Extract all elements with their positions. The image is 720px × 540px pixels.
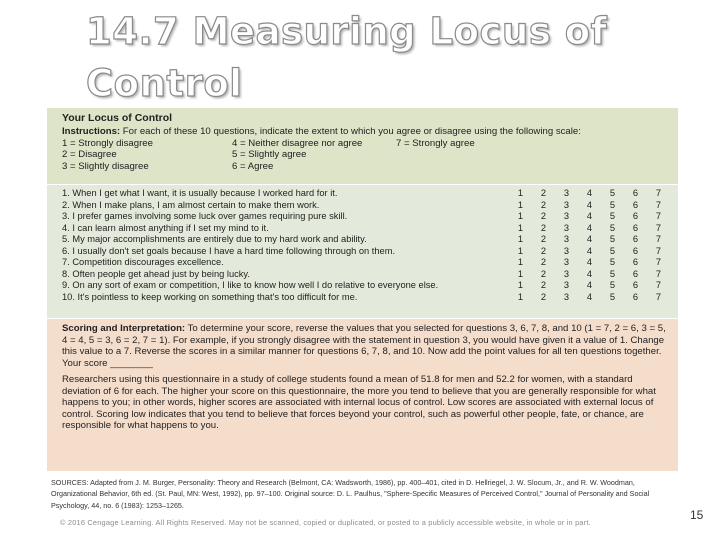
rating-option: 4: [586, 211, 593, 221]
instructions-label: Instructions:: [62, 126, 121, 137]
rating-option: 5: [609, 222, 616, 233]
rating-option: 1: [517, 268, 524, 279]
item-statement: 3. I prefer games involving some luck over games requiring pure skill.: [62, 211, 348, 221]
questionnaire-item: [62, 280, 670, 292]
questionnaire-item: [62, 188, 670, 200]
rating-option: 5: [609, 234, 616, 244]
rating-option: 2: [540, 234, 547, 244]
rating-option: 4: [586, 199, 593, 210]
rating-option: 3: [563, 211, 570, 221]
scale-legend-entry: 4 = Neither disagree nor agree: [232, 137, 363, 149]
questionnaire-items: [47, 184, 678, 319]
item-statement: 10. It's pointless to keep working on something that's too difficult for me.: [62, 291, 358, 302]
rating-option: 2: [540, 199, 547, 210]
scale-legend-entry: 5 = Slightly agree: [232, 149, 307, 160]
scale-legend-entry: 6 = Agree: [232, 160, 274, 172]
rating-option: 2: [540, 222, 547, 233]
rating-option: 6: [632, 199, 639, 210]
rating-option: 7: [655, 188, 662, 198]
rating-option: 2: [540, 188, 547, 198]
questionnaire-item: [62, 234, 670, 246]
rating-option: 3: [563, 280, 570, 290]
rating-option: 1: [517, 257, 524, 267]
rating-option: 7: [655, 234, 662, 244]
rating-scale: [509, 188, 670, 200]
rating-option: 1: [517, 211, 524, 221]
rating-scale: [509, 257, 670, 269]
questionnaire-item: [62, 257, 670, 269]
rating-scale: [509, 269, 670, 281]
instructions-text: For each of these 10 questions, indicate the extent to which you agree or disagree using the following scale:: [120, 126, 581, 137]
rating-scale: [509, 246, 670, 258]
rating-option: 7: [655, 222, 662, 233]
scoring-section: [47, 319, 678, 471]
rating-scale: [509, 200, 670, 212]
rating-option: 5: [609, 245, 616, 256]
scale-legend-entry: 3 = Slightly disagree: [62, 160, 149, 172]
rating-option: 7: [655, 280, 662, 290]
rating-option: 3: [563, 199, 570, 210]
rating-option: 3: [563, 245, 570, 256]
scoring-instructions: [62, 323, 670, 358]
sources-citation: SOURCES: Adapted from J. M. Burger, Personality: Theory and Research (Belmont, CA: Wadsworth, 1986), pp. 400–401, cited in D. Hellriegel, J. W. Slocum, Jr., and R. W. Woodman, Organizational Behavior, 6th ed. (St. Paul, MN: West, 1992), pp. 97–100. Original source: D. L. Paulhus, "Sphere-Specific Measures of Perceived Control," Journal of Personality and Social Psychology, 44, no. 6 (1983): 1253–1265.: [51, 478, 650, 510]
rating-option: 3: [563, 291, 570, 302]
rating-option: 1: [517, 280, 524, 290]
rating-option: 7: [655, 199, 662, 210]
rating-option: 6: [632, 280, 639, 290]
questionnaire-item: [62, 269, 670, 281]
rating-scale: [509, 292, 670, 304]
rating-option: 7: [655, 268, 662, 279]
rating-option: 4: [586, 188, 593, 198]
rating-option: 6: [632, 222, 639, 233]
rating-option: 6: [632, 245, 639, 256]
rating-option: 2: [540, 291, 547, 302]
rating-option: 3: [563, 257, 570, 267]
rating-option: 6: [632, 234, 639, 244]
page-number: 15: [690, 508, 704, 522]
rating-option: 3: [563, 222, 570, 233]
rating-option: 7: [655, 211, 662, 221]
rating-scale: [509, 234, 670, 246]
scale-legend-entry: 7 = Strongly agree: [396, 137, 475, 149]
rating-option: 5: [609, 188, 616, 198]
item-statement: 6. I usually don't set goals because I have a hard time following through on them.: [62, 245, 396, 256]
rating-option: 1: [517, 222, 524, 233]
questionnaire-item: [62, 223, 670, 235]
scale-legend-entry: [396, 161, 516, 173]
item-statement: 5. My major accomplishments are entirely due to my hard work and ability.: [62, 234, 367, 244]
rating-option: 3: [563, 188, 570, 198]
item-statement: 1. When I get what I want, it is usually because I worked hard for it.: [62, 188, 338, 198]
scale-legend: [62, 138, 670, 173]
rating-scale: [509, 211, 670, 223]
item-statement: 7. Competition discourages excellence.: [62, 257, 224, 267]
questionnaire-item: [62, 246, 670, 258]
rating-option: 6: [632, 268, 639, 279]
rating-option: 4: [586, 280, 593, 290]
rating-option: 2: [540, 211, 547, 221]
scoring-text: To determine your score, reverse the values that you selected for questions 3, 6, 7, 8, and 10 (1 = 7, 2 = 6, 3 = 5, 4 = 4, 5 = 3, 6 = 2, 7 = 1). For example, if you strongly disagree with the statement in question 3, you would have given it a value of 1. Change this value to a 7. Reverse the scores in a similar manner for questions 6, 7, 8, and 10. Now add the point values for all ten questions together.: [62, 323, 666, 357]
scale-legend-entry: [396, 149, 516, 161]
rating-option: 1: [517, 245, 524, 256]
item-statement: 8. Often people get ahead just by being lucky.: [62, 268, 250, 279]
rating-option: 5: [609, 257, 616, 267]
rating-option: 7: [655, 245, 662, 256]
slide-title: 14.7 Measuring Locus of Control: [86, 10, 608, 105]
rating-option: 3: [563, 268, 570, 279]
rating-option: 1: [517, 291, 524, 302]
item-statement: 9. On any sort of exam or competition, I like to know how well I do relative to everyone else.: [62, 280, 439, 290]
rating-option: 4: [586, 234, 593, 244]
rating-option: 6: [632, 257, 639, 267]
rating-option: 1: [517, 188, 524, 198]
copyright-footer: © 2016 Cengage Learning. All Rights Reserved. May not be scanned, copied or duplicated, or posted to a publicly accessible website, in whole or in part.: [60, 518, 591, 527]
questionnaire-item: [62, 211, 670, 223]
box-title: Your Locus of Control: [62, 112, 173, 124]
scale-legend-entry: 2 = Disagree: [62, 149, 117, 160]
rating-option: 4: [586, 257, 593, 267]
item-statement: 2. When I make plans, I am almost certain to make them work.: [62, 199, 320, 210]
rating-option: 2: [540, 245, 547, 256]
sources-section: [47, 471, 678, 519]
rating-option: 5: [609, 291, 616, 302]
item-statement: 4. I can learn almost anything if I set my mind to it.: [62, 222, 269, 233]
rating-option: 4: [586, 245, 593, 256]
rating-option: 5: [609, 211, 616, 221]
rating-option: 4: [586, 222, 593, 233]
rating-option: 5: [609, 280, 616, 290]
rating-option: 2: [540, 257, 547, 267]
rating-option: 6: [632, 291, 639, 302]
rating-option: 1: [517, 199, 524, 210]
rating-scale: [509, 280, 670, 292]
instructions: [62, 126, 670, 138]
instructions-section: [47, 108, 678, 184]
rating-option: 5: [609, 199, 616, 210]
rating-option: 4: [586, 291, 593, 302]
rating-option: 4: [586, 268, 593, 279]
rating-option: 6: [632, 211, 639, 221]
score-line: Your score ________: [62, 357, 153, 369]
rating-option: 1: [517, 234, 524, 244]
rating-option: 2: [540, 280, 547, 290]
questionnaire-item: [62, 200, 670, 212]
questionnaire-item: [62, 292, 670, 304]
scale-legend-entry: 1 = Strongly disagree: [62, 137, 153, 149]
rating-option: 6: [632, 188, 639, 198]
rating-scale: [509, 223, 670, 235]
locus-of-control-box: [47, 108, 678, 519]
rating-option: 5: [609, 268, 616, 279]
rating-option: 7: [655, 291, 662, 302]
researchers-paragraph: Researchers using this questionnaire in a study of college students found a mean of 51.8 for men and 52.2 for women, with a standard deviation of 6 for each. The higher your score on this questionnaire, the more you tend to believe that you are generally responsible for what happens to you; in other words, higher scores are associated with internal locus of control. Low scores are associated with external locus of control. Scoring low indicates that you tend to believe that forces beyond your control, such as powerful other people, fate, or chance, are responsible for what happens to you.: [62, 374, 656, 431]
rating-option: 3: [563, 234, 570, 244]
rating-option: 7: [655, 257, 662, 267]
scoring-label: Scoring and Interpretation:: [62, 323, 186, 334]
rating-option: 2: [540, 268, 547, 279]
